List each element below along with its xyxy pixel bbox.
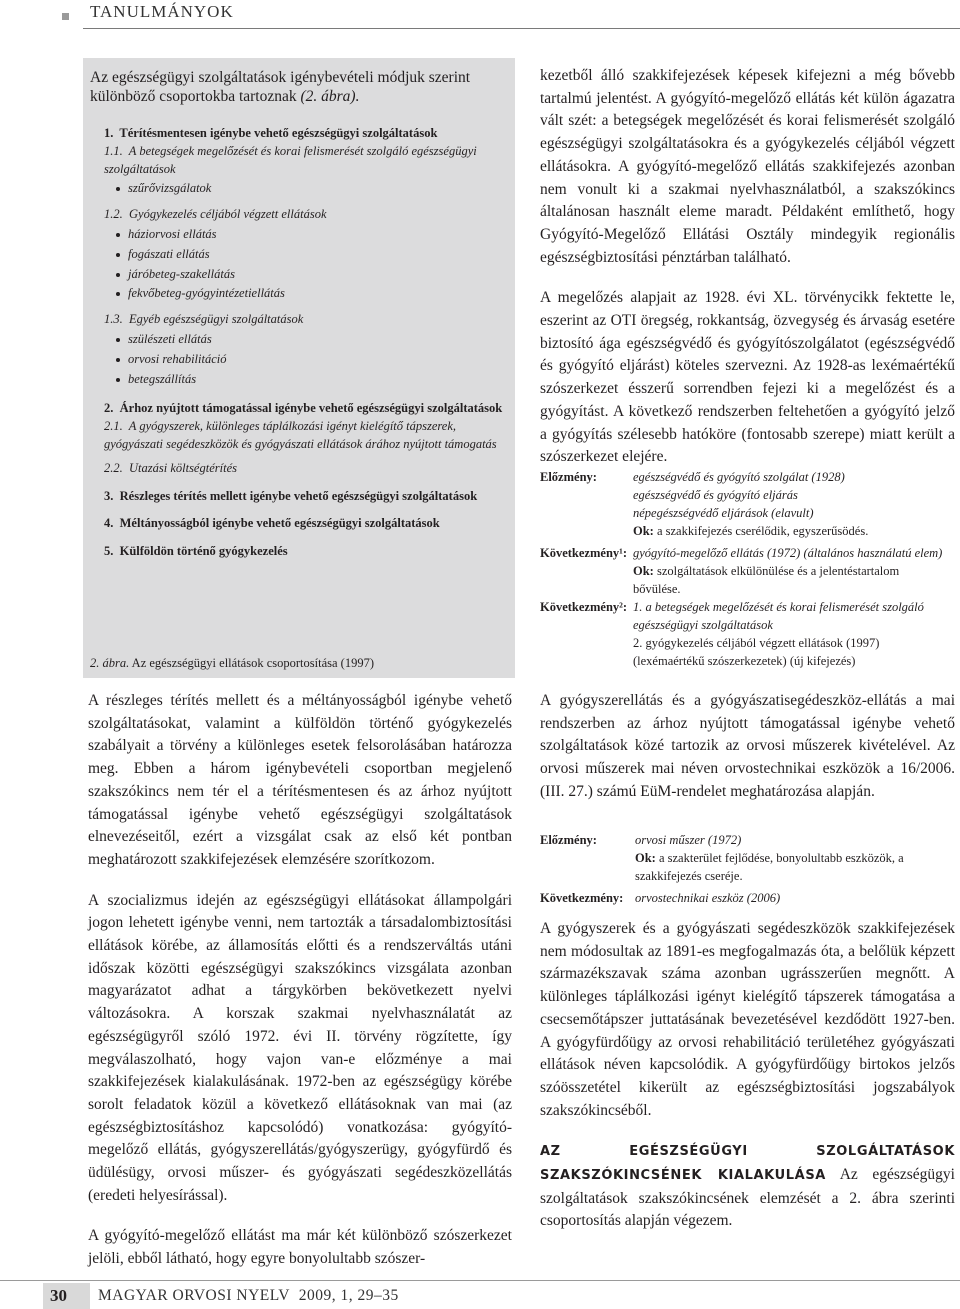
term-value: 2. gyógykezelés céljából végzett ellátások (1997) (lexémaértékű szószerkezetek) (új kifejezés) [633,636,880,668]
term-value: a szakterület fejlődése, bonyolultabb eszközök, a szakkifejezés cseréje. [635,851,904,883]
list-item: 1. Térítésmentesen igénybe vehető egészségügyi szolgáltatások [104,126,438,140]
list-item: 1.1. A betegségek megelőzését és korai felismerését szolgáló egészségügyi szolgáltatások [104,143,477,176]
journal-info: MAGYAR ORVOSI NYELV 2009, 1, 29–35 [98,1287,399,1304]
header-marker [62,13,69,20]
list-item: 5. Külföldön történő gyógykezelés [104,544,288,559]
section-title: TANULMÁNYOK [90,2,234,21]
paragraph: AZ EGÉSZSÉGÜGYI SZOLGÁLTATÁSOK SZAKSZÓKINCSÉNEK KIALAKULÁSA Az egészségügyi szolgáltatások szakszókincsének elemzését a 2. ábra szerinti csoportosítás alapján végezem. [540,1144,955,1230]
figure-list [104,125,512,561]
term-label: Ok: [635,851,656,865]
term-label: Ok: [633,524,654,538]
page-number: 30 [50,1286,67,1305]
list-bullet: orvosi rehabilitáció [104,351,512,369]
footer-divider [0,1280,960,1281]
term-value: a szakkifejezés cserélődik, egyszerűsödés. [656,524,869,538]
paragraph: A szocializmus idején az egészségügyi ellátásokat állampolgári jogon lehetett igénybe venni, nem tartozták a társadalombiztosítási ellátások körébe, az államosítás előtti és a rendszerváltás utáni időszak közötti egészségügyi szakszókincs vizsgálata azonban magyarázatot adhat a tárgykörben bekövetkezett nyelvi változásokra. A korszak szakmai nyelvhasználatát az egészségügyről szóló 1972. évi II. törvény rögzítette, így megválaszolható, hogy vajon van-e előzménye a mai szakkifejezések kialakulásának. 1972-ben az egészségügy körébe sorolt feladatok közül a következő ellátásoknak van mai (az egészségbiztosításhoz kapcsolódó) vonatkozása: gyógyító-megelőző ellátás, gyógyszerellátás/gyógyszerügy, gyógyfürdő és üdülésügy, orvosi műszer- és gyógyászati segédeszközellátás (eredeti helyesírással). [88,891,512,1204]
header-divider [83,28,960,29]
list-item: 3. Részleges térítés mellett igénybe vehető egészségügyi szolgáltatások [104,488,478,503]
term-value: egészségvédő és gyógyító szolgálat (1928) [633,470,845,484]
figure-caption: 2. ábra. Az egészségügyi ellátások csoportosítása (1997) [90,656,374,670]
left-column [88,690,512,1289]
list-bullet: fekvőbeteg-gyógyintézetiellátás [104,285,512,303]
paragraph: kezetből álló szakkifejezések képesek kifejezni a még bővebb tartalmú jelentést. A gyógyító-megelőző ellátás két külön ágazatra vált szét: a betegségek megelőzését és korai felismerését szolgáló egészségügyi szolgáltatásokra és a gyógykezelés céljából végzett ellátásokra. A gyógyító-megelőző ellátás szakkifejezés azonban nem vonult ki a szakmai nyelvhasználatból, a szakszókincs általánosan használt eleme maradt. Példaként említhető, hogy Gyógyító-Megelőző Ellátási Osztály mindegyik regionális egészségbiztosítási pénztárban található. [540,67,955,266]
term-value: orvostechnikai eszköz (2006) [635,891,781,905]
right-column-middle [540,690,955,822]
term-value: orvosi műszer (1972) [635,833,742,847]
paragraph: A gyógyszerellátás és a gyógyászatisegédeszköz-ellátás a mai rendszerben az árhoz nyújtott támogatással igénybe vehető szolgáltatások közé tartozik az orvosi műszerek kivételével. Az orvosi műszerek mai néven orvostechnikai eszközök a 16/2006. (III. 27.) számú EüM-rendelet meghatározása alapján. [540,692,955,800]
list-bullet: fogászati ellátás [104,246,512,264]
paragraph: A részleges térítés mellett és a méltányosságból igénybe vehető szolgáltatásokat, valamint a külföldön történő gyógykezelés szabályait a törvény a különleges esetek felsorolásában határozza meg. Ebben a három igénybevételi csoportban megjelenő szakszókincs nem tér el a térítésmentesen és az árhoz nyújtott támogatással igénybe vehető egészségügyi szolgáltatások elnevezéseitől, ezért a vizsgálat csak az első két pontban meghatározott szakkifejezések elemzésére szorítkozom. [88,692,512,868]
right-column-top [540,65,955,487]
term-value: szolgáltatások elkülönülése és a jelentéstartalom bővülése. [633,564,900,596]
list-item: 2.2. Utazási költségtérítés [104,460,237,475]
term-label: Következmény: [540,891,624,905]
list-item: 1.3. Egyéb egészségügyi szolgáltatások [104,312,304,327]
term-value: 1. a betegségek megelőzését és korai felismerését szolgáló egészségügyi szolgáltatások [633,600,924,632]
list-bullet: szülészeti ellátás [104,331,512,349]
paragraph: A gyógyító-megelőző ellátást ma már két különböző szószerkezet jelöli, ebből látható, hogy egyre bonyolultabb szószer- [88,1227,512,1268]
term-label: Következmény²: [540,600,628,614]
list-item: 4. Méltányosságból igénybe vehető egészségügyi szolgáltatások [104,516,440,531]
term-value: gyógyító-megelőző ellátás (1972) (általános használatú elem) [633,546,943,560]
list-bullet: szűrővizsgálatok [104,180,512,198]
term-label: Előzmény: [540,470,597,484]
right-column-bottom [540,918,955,1251]
figure-intro-ref: (2. ábra). [300,88,360,105]
section-heading: AZ EGÉSZSÉGÜGYI SZOLGÁLTATÁSOK SZAKSZÓKINCSÉNEK KIALAKULÁSA [540,1144,955,1184]
term-label: Előzmény: [540,833,597,847]
list-item: 2. Árhoz nyújtott támogatással igénybe vehető egészségügyi szolgáltatások [104,401,503,416]
term-label: Ok: [633,564,654,578]
paragraph: A megelőzés alapjait az 1928. évi XL. törvénycikk fektette le, eszerint az OTI öregség, rokkantság, özvegység és árvaság esetére biztosító ága egészségvédő és gyógyítószolgálatot (egészségvédő és gyógyító eljárást) köteles szervezni. Az 1928-as lexémaértékű szószerkezet ésszerű sorrendben fejezi ki a megelőzést és a gyógyítást. A következő rendszerben feltehetően a gyógyító jelző a gyógyítás szélesebb hatóköre (fontosabb szerepe) miatt került a szószerkezet elejére. [540,289,955,466]
list-item: 1.2. Gyógykezelés céljából végzett ellátások [104,207,327,222]
list-bullet: háziorvosi ellátás [104,226,512,244]
list-item: 2.1. A gyógyszerek, különleges táplálkozási igényt kielégítő tápszerek, gyógyászati segédeszközök és gyógyászati ellátások árához nyújtott támogatás [104,419,497,451]
term-value: népegészségvédő eljárások (elavult) [633,506,814,520]
paragraph: A gyógyszerek és a gyógyászati segédeszközök szakkifejezések nem módosultak az 1891-es megfogalmazás óta, a belőlük képzett származékszavak száma azonban ugrásszerűen megnőtt. A különleges táplálkozási igényt kielégítő tápszerek támogatása a csecsemőtápszer juttatásának bevezetésével kezdődött 1927-ben. A gyógyfürdőügy az orvosi rehabilitáció területéhez gyógyászati ellátások néven kapcsolódik. A gyógyfürdőügy birtokos jelzős szóösszetétel kikerült az egészségbiztosítási jogszabályok szakszókincséből. [540,920,955,1119]
term-label: Következmény¹: [540,546,628,560]
term-value: egészségvédő és gyógyító eljárás [633,488,798,502]
list-bullet: betegszállítás [104,371,512,389]
term-block-1 [540,468,955,668]
figure-intro: Az egészségügyi szolgáltatások igénybevételi módjuk szerint különböző csoportokba tartoznak (2. ábra). [90,69,471,105]
list-bullet: járóbeteg-szakellátás [104,266,512,284]
